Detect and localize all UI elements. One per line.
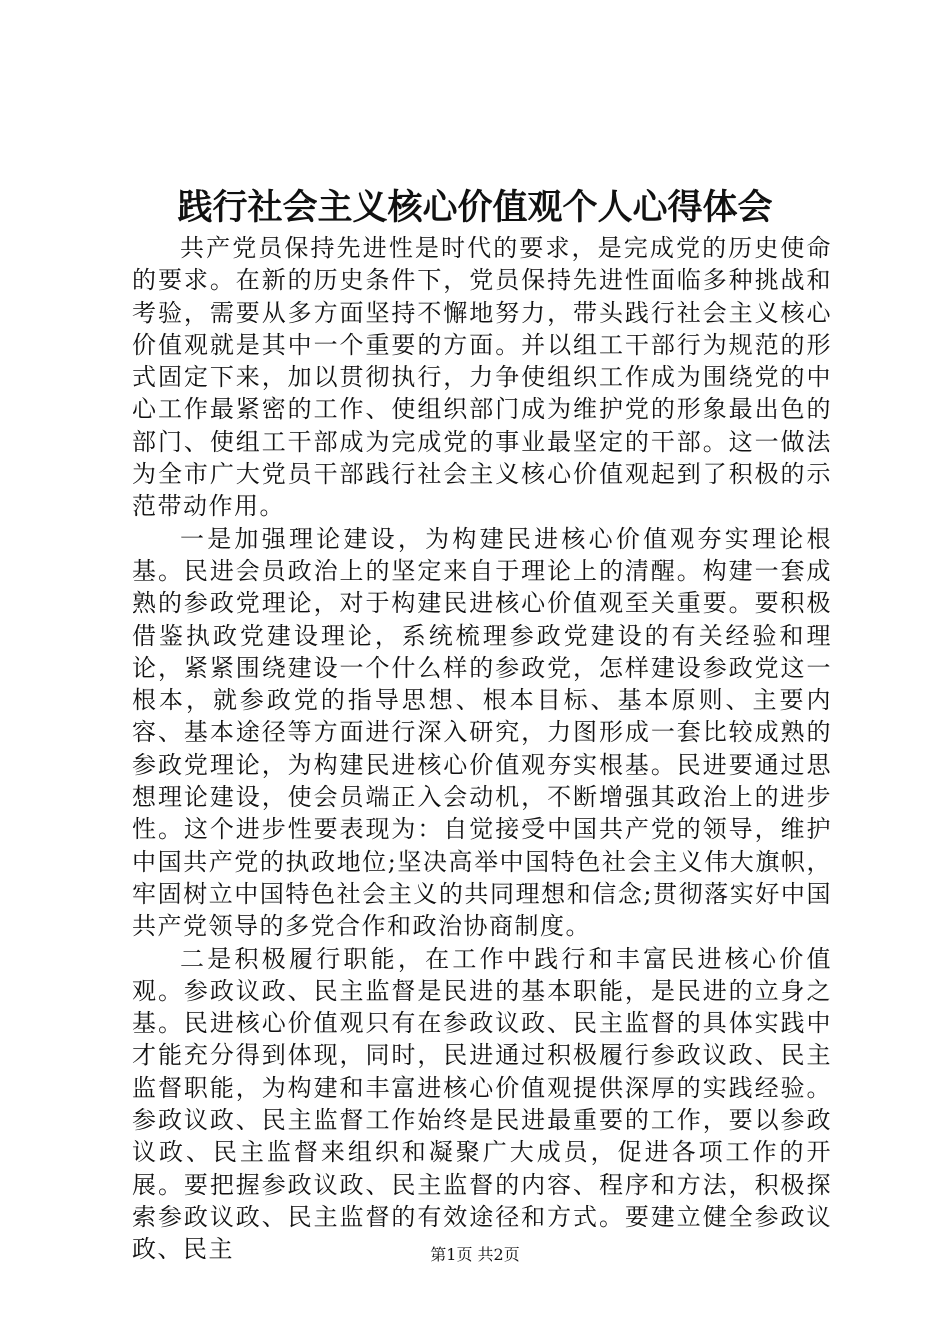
paragraph-theory: 一是加强理论建设，为构建民进核心价值观夯实理论根基。民进会员政治上的坚定来自于理论上的清醒。构建一套成熟的参政党理论，对于构建民进核心价值观至关重要。要积极借鉴执政党建设理论，系统梳理参政党建设的有关经验和理论，紧紧围绕建设一个什么样的参政党，怎样建设参政党这一根本，就参政党的指导思想、根本目标、基本原则、主要内容、基本途径等方面进行深入研究，力图形成一套比较成熟的参政党理论，为构建民进核心价值观夯实根基。民进要通过思想理论建设，使会员端正入会动机，不断增强其政治上的进步性。这个进步性要表现为：自觉接受中国共产党的领导，维护中国共产党的执政地位;坚决高举中国特色社会主义伟大旗帜，牢固树立中国特色社会主义的共同理想和信念;贯彻落实好中国共产党领导的多党合作和政治协商制度。 (132, 524, 832, 941)
document-body (132, 232, 832, 1266)
paragraph-duties: 二是积极履行职能，在工作中践行和丰富民进核心价值观。参政议政、民主监督是民进的基本职能，是民进的立身之基。民进核心价值观只有在参政议政、民主监督的具体实践中才能充分得到体现，同时，民进通过积极履行参政议政、民主监督职能，为构建和丰富进核心价值观提供深厚的实践经验。参政议政、民主监督工作始终是民进最重要的工作，要以参政议政、民主监督来组织和凝聚广大成员，促进各项工作的开展。要把握参政议政、民主监督的内容、程序和方法，积极探索参政议政、民主监督的有效途径和方式。要建立健全参政议政、民主 (132, 944, 832, 1264)
paragraph-intro: 共产党员保持先进性是时代的要求，是完成党的历史使命的要求。在新的历史条件下，党员保持先进性面临多种挑战和考验，需要从多方面坚持不懈地努力，带头践行社会主义核心价值观就是其中一个重要的方面。并以组工干部行为规范的形式固定下来，加以贯彻执行，力争使组织工作成为围绕党的中心工作最紧密的工作、使组织部门成为维护党的形象最出色的部门、使组工干部成为完成党的事业最坚定的干部。这一做法为全市广大党员干部践行社会主义核心价值观起到了积极的示范带动作用。 (132, 234, 832, 521)
page-number-footer: 第1页 共2页 (430, 1245, 520, 1264)
document-title: 践行社会主义核心价值观个人心得体会 (177, 188, 773, 228)
